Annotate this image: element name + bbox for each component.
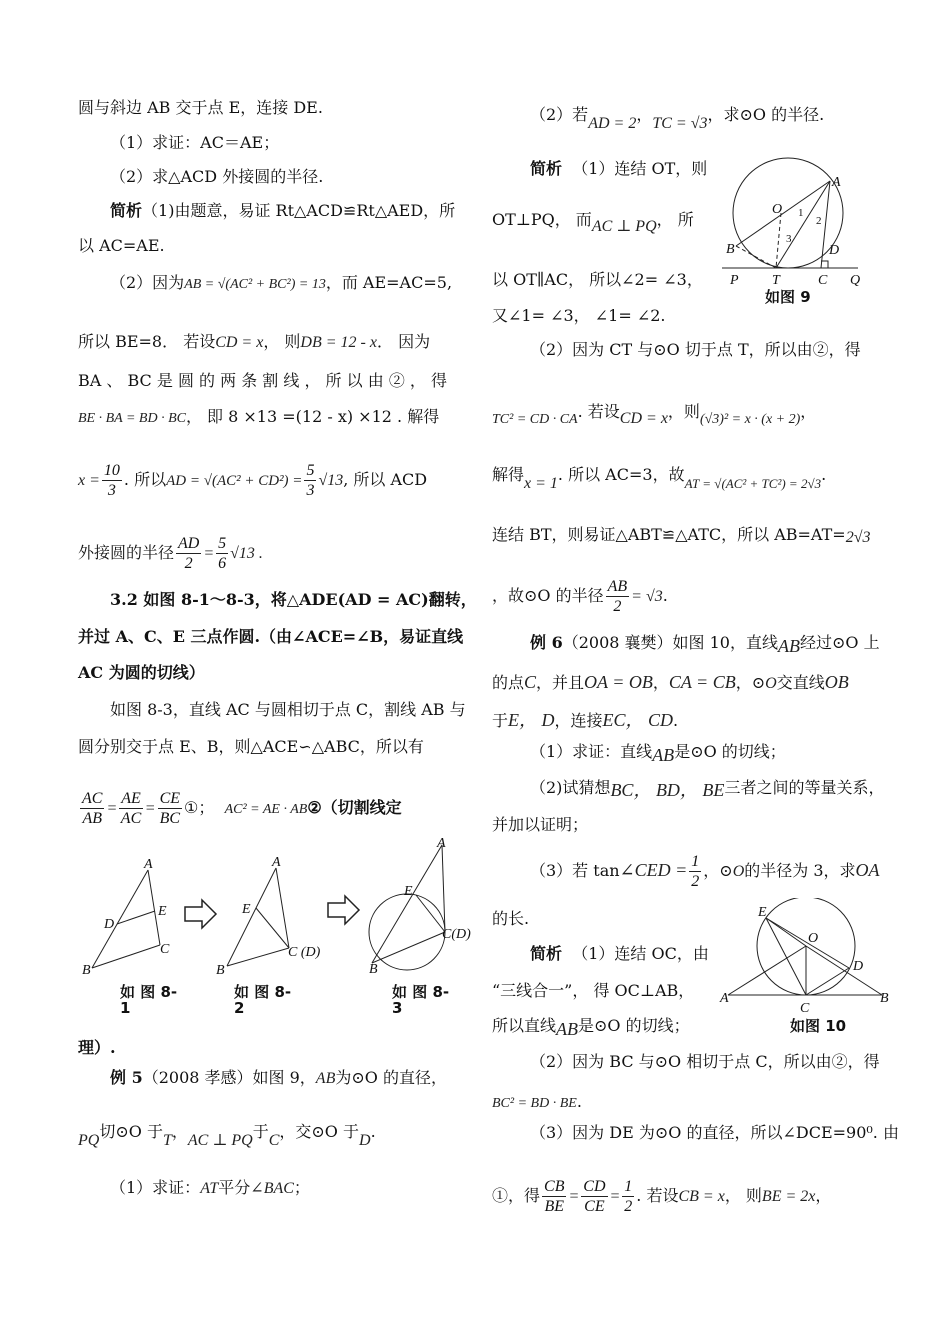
svg-text:B: B: [726, 242, 735, 257]
fraction: [216, 534, 228, 573]
text-line: [492, 210, 694, 235]
figure-9: [718, 150, 868, 290]
formula: CA = CB: [668, 672, 736, 692]
svg-text:C: C: [800, 1001, 810, 1016]
figure-caption: 1: [120, 999, 131, 1017]
text: 连结 BT，则易证△ABT≌△ATC，所以 AB=AT=: [492, 525, 846, 544]
formula: x =: [78, 472, 100, 489]
svg-text:O: O: [808, 931, 819, 946]
text: .: [673, 711, 679, 730]
text: ， 则: [263, 332, 301, 351]
svg-text:T: T: [772, 273, 780, 288]
text: 的点: [492, 673, 525, 692]
numerator: 5: [306, 462, 315, 479]
arrow-right-icon: [328, 896, 359, 924]
fraction: [102, 461, 122, 500]
formula: EC， CD: [602, 710, 674, 730]
text-line: AC 为圆的切线）: [78, 663, 205, 682]
text: ②（切割线定: [307, 798, 402, 817]
svg-text:O: O: [772, 202, 783, 217]
label-jianxi: 简析: [530, 159, 563, 178]
formula: AB: [777, 636, 800, 656]
text: （3）若 tan: [530, 861, 620, 880]
formula: C: [268, 1132, 280, 1149]
text: ，求⊙O 的半径.: [707, 105, 825, 124]
figure-caption: 如 图 8-: [234, 983, 292, 1001]
numerator: CD: [583, 1178, 606, 1195]
formula: AB = √(AC² + BC²) = 13: [184, 277, 326, 292]
formula: =: [203, 545, 215, 562]
text: （1)由题意，易证 Rt△ACD≌Rt△AED，所: [142, 201, 456, 220]
text-line: [78, 332, 430, 353]
figure-caption: 2: [234, 999, 245, 1017]
label-jianxi: 简析: [530, 944, 563, 963]
text-line: 的长.: [492, 909, 530, 928]
formula: OA: [855, 860, 880, 880]
figure-8-1: [92, 870, 160, 968]
text: . 若设: [636, 1186, 679, 1205]
text-line: [110, 1178, 310, 1199]
numerator: 1: [624, 1178, 633, 1195]
numerator: AC: [82, 790, 103, 807]
denominator: AC: [120, 810, 142, 827]
svg-text:B: B: [82, 963, 91, 978]
denominator: 3: [306, 482, 315, 499]
numerator: AB: [607, 578, 628, 595]
formula: AC ⊥ PQ: [187, 1132, 253, 1149]
formula: BE = 2x: [761, 1188, 816, 1205]
figure-10: [716, 898, 896, 1018]
formula: = √3: [631, 588, 663, 605]
formula: CD = x: [619, 410, 668, 427]
text: ，并且: [536, 673, 585, 692]
text: （2008 襄樊）如图 10，直线: [562, 633, 778, 652]
text-line: [530, 159, 707, 179]
svg-text:E: E: [242, 902, 251, 917]
text: . 所以 AC=3，故: [557, 465, 685, 484]
text: 所以直线: [492, 1016, 557, 1035]
text-line: [78, 458, 427, 502]
text: 平分: [218, 1178, 251, 1197]
formula: OA = OB: [584, 672, 653, 692]
figure-8-series: [70, 835, 480, 985]
figure-caption: 如图 9: [765, 288, 811, 306]
text-line: [530, 848, 880, 892]
formula: (√3)² = x · (x + 2): [699, 412, 801, 427]
text: （2)试猜想: [530, 778, 611, 797]
text-line: [78, 407, 439, 429]
text-line: ①，得 $\frac{CB}{BE}$ = $\frac{CD}{CE}$ = $\frac{1}{2}$ . 若设CB = x， 则BE = 2x，: [492, 1178, 832, 1215]
text: ，交⊙O 于: [279, 1122, 360, 1141]
text: 是⊙O 的切线；: [578, 1016, 690, 1035]
text-line: [492, 1092, 582, 1114]
text-line: 如图 8-3，直线 AC 与圆相切于点 C，割线 AB 与: [110, 700, 466, 719]
text: （1）求证：: [110, 1178, 201, 1197]
text-line: [530, 741, 786, 765]
text: , 所以 ACD: [343, 470, 428, 489]
fraction: [581, 1177, 607, 1216]
numerator: 10: [103, 462, 120, 479]
svg-text:C: C: [160, 942, 170, 957]
text: 三者之间的等量关系，: [724, 778, 885, 797]
formula: PQ: [78, 1132, 100, 1149]
text-line: （2）因为 CT 与⊙O 切于点 T，所以由②，得: [530, 340, 861, 359]
example-label: 例 5: [110, 1068, 143, 1087]
text-line: （3）因为 DE 为⊙O 的直径，所以∠DCE=90⁰. 由: [530, 1123, 899, 1142]
denominator: 2: [613, 598, 622, 615]
svg-text:E: E: [404, 884, 413, 899]
text: ， 则: [724, 1186, 762, 1205]
formula: BE · BA = BD · BC: [78, 411, 186, 426]
text-line: [110, 1068, 447, 1089]
formula: AB: [315, 1070, 336, 1087]
text-line: [530, 632, 880, 656]
text-line: [110, 273, 452, 295]
text-line: [492, 574, 668, 618]
denominator: 2: [624, 1198, 633, 1215]
formula: CD = x: [215, 334, 264, 351]
text: 是⊙O 的切线；: [674, 742, 786, 761]
formula: TC = √3: [652, 115, 708, 132]
text: ，⊙: [735, 673, 766, 692]
numerator: AE: [121, 790, 141, 807]
formula: x = 1: [524, 475, 558, 492]
text: 于: [252, 1122, 269, 1141]
svg-text:C(D): C(D): [442, 927, 471, 942]
formula: BC² = BD · BE: [492, 1096, 577, 1111]
text: ，连接: [554, 711, 603, 730]
text-line: 圆分别交于点 E、B，则△ACE∽△ABC，所以有: [78, 737, 424, 756]
text: 的半径为 3，求: [744, 861, 856, 880]
text-line: 并加以证明；: [492, 815, 589, 834]
fraction: [176, 534, 201, 573]
fraction: [80, 789, 104, 828]
text: .: [576, 1092, 582, 1111]
svg-text:3: 3: [786, 233, 792, 245]
figure-caption: 如 图 8-: [120, 983, 178, 1001]
formula: O: [732, 863, 745, 880]
svg-text:A: A: [144, 857, 153, 872]
text: 为⊙O 的直径，: [335, 1068, 447, 1087]
text: .: [370, 1122, 376, 1141]
text-line: [530, 105, 825, 132]
text-line: [492, 402, 817, 427]
text-line: 以 AC=AE.: [78, 236, 165, 255]
formula: OB: [824, 672, 849, 692]
fraction: [158, 789, 182, 828]
text: （1）连结 OC，由: [572, 944, 709, 963]
fraction: [606, 577, 630, 616]
formula: √13 .: [230, 545, 263, 562]
text: 解得: [492, 465, 525, 484]
formula: D: [359, 1132, 371, 1149]
text: .: [662, 586, 668, 605]
svg-text:C: C: [818, 273, 828, 288]
formula: 2√3: [845, 529, 871, 546]
text: ，: [636, 105, 653, 124]
fraction: [689, 852, 701, 891]
text: 外接圆的半径: [78, 543, 175, 562]
fraction: [304, 461, 316, 500]
text: ． 因为: [376, 332, 431, 351]
text-line: （2）求△ACD 外接圆的半径.: [110, 167, 324, 186]
text-line: [78, 531, 263, 575]
figure-8-2: [227, 868, 289, 966]
section-heading: 3.2 如图 8-1～8-3，将△ADE(AD = AC)翻转，: [110, 590, 477, 609]
text: （1）连结 OT，则: [572, 159, 708, 178]
svg-text:A: A: [832, 175, 841, 190]
text: ，则: [667, 402, 700, 421]
formula: AC ⊥ PQ: [591, 218, 657, 235]
formula: T: [162, 1132, 172, 1149]
denominator: BC: [159, 810, 181, 827]
text: ，: [800, 402, 817, 421]
formula: BC， BD， BE: [610, 780, 725, 800]
numerator: 1: [691, 853, 700, 870]
text-line: BA 、 BC 是 圆 的 两 条 割 线 ， 所 以 由 ② ， 得: [78, 371, 447, 390]
text: 经过⊙O 上: [799, 633, 880, 652]
svg-text:E: E: [158, 904, 167, 919]
denominator: 6: [218, 555, 227, 572]
formula: AD = 2: [588, 115, 637, 132]
text: （2）因为: [110, 273, 185, 292]
text: ，⊙: [703, 861, 733, 880]
formula: AD = √(AC² + CD²) =: [166, 473, 303, 489]
text-line: [492, 1015, 690, 1039]
text: ，: [652, 673, 669, 692]
numerator: CE: [159, 790, 181, 807]
denominator: CE: [584, 1198, 605, 1215]
svg-text:B: B: [216, 963, 225, 978]
text: . 若设: [577, 402, 620, 421]
svg-text:D: D: [829, 243, 840, 258]
svg-text:P: P: [730, 273, 739, 288]
text-line: “三线合一”， 得 OC⊥AB，: [492, 981, 695, 1000]
formula: CB = x: [678, 1188, 725, 1205]
svg-text:E: E: [758, 905, 767, 920]
text-line: 以 OT∥AC， 所以∠2= ∠3，: [492, 270, 703, 289]
fraction: [119, 789, 143, 828]
text-line: [492, 672, 849, 694]
formula: ∠BAC: [250, 1180, 294, 1197]
text: （2008 孝感）如图 9，: [142, 1068, 316, 1087]
fraction: [622, 1177, 634, 1216]
text: 于: [492, 711, 509, 730]
figure-caption: 如 图 8-: [392, 983, 450, 1001]
text: 切⊙O 于: [99, 1122, 163, 1141]
svg-text:D: D: [104, 917, 115, 932]
text: ①，得: [492, 1186, 541, 1205]
denominator: BE: [544, 1198, 565, 1215]
svg-text:B: B: [880, 991, 889, 1006]
text: ， 即 8 ×13 =(12 - x) ×12 . 解得: [185, 407, 440, 426]
figure-caption: 3: [392, 999, 403, 1017]
formula: ∠CED =: [619, 860, 688, 880]
figure-caption: 如图 10: [790, 1017, 847, 1035]
label-jianxi: 简析: [110, 201, 143, 220]
text-line: 并过 A、C、E 三点作圆.（由∠ACE=∠B，易证直线: [78, 627, 464, 646]
fraction: [542, 1177, 566, 1216]
denominator: 2: [691, 873, 700, 890]
formula: √13: [318, 472, 344, 489]
text-line: [530, 944, 709, 964]
text-line: [492, 710, 678, 731]
text: . 所以: [123, 470, 167, 489]
text: ①；: [184, 798, 215, 817]
svg-text:2: 2: [816, 215, 822, 227]
example-label: 例 6: [530, 633, 563, 652]
numerator: AD: [178, 535, 200, 552]
formula: AC² = AE · AB: [224, 802, 308, 817]
numerator: CB: [544, 1178, 565, 1195]
text: ，而 AE=AC=5,: [325, 273, 453, 292]
text-line: 圆与斜边 AB 交于点 E，连接 DE.: [78, 98, 323, 117]
svg-text:C (D): C (D): [288, 945, 321, 960]
svg-text:A: A: [437, 836, 446, 851]
denominator: AB: [82, 810, 102, 827]
text-line: [492, 465, 827, 492]
formula: TC² = CD · CA: [492, 412, 578, 427]
svg-text:A: A: [720, 991, 729, 1006]
arrow-right-icon: [185, 900, 216, 928]
text-line: $\frac{AC}{AB}$ = $\frac{AE}{AC}$ = $\frac{CE}{BC}$ ①； AC² = AE · AB②（切割线定: [82, 790, 402, 827]
svg-text:B: B: [369, 962, 378, 977]
text: .: [821, 465, 827, 484]
text: （2）若: [530, 105, 589, 124]
numerator: 5: [218, 535, 227, 552]
text: ；: [293, 1178, 310, 1197]
denominator: 2: [184, 555, 193, 572]
svg-text:Q: Q: [850, 273, 861, 288]
formula: E， D: [508, 710, 555, 730]
text-line: [78, 1122, 376, 1149]
text: ， 所: [656, 210, 694, 229]
text-line: （2）因为 BC 与⊙O 相切于点 C，所以由②，得: [530, 1052, 880, 1071]
text: ，故⊙O 的半径: [492, 586, 604, 605]
svg-text:D: D: [853, 959, 864, 974]
formula: AT = √(AC² + TC²) = 2√3: [684, 476, 822, 491]
formula: AB: [556, 1019, 579, 1039]
text: 所以 BE=8． 若设: [78, 332, 216, 351]
svg-text:A: A: [272, 855, 281, 870]
text-line: 又∠1= ∠3， ∠1= ∠2.: [492, 306, 666, 325]
formula: AB: [652, 745, 675, 765]
figure-8-3: [369, 845, 445, 970]
text: （1）求证：直线: [530, 742, 653, 761]
formula: DB = 12 - x: [300, 334, 377, 351]
text-line: （1）求证：AC＝AE；: [110, 133, 280, 152]
formula: AT: [200, 1180, 219, 1197]
formula: O: [765, 675, 777, 692]
text: ，: [171, 1122, 188, 1141]
formula: C: [524, 672, 537, 692]
text-line: [110, 201, 455, 221]
svg-text:1: 1: [798, 207, 804, 219]
text: ，: [815, 1186, 832, 1205]
text: OT⊥PQ， 而: [492, 210, 592, 229]
denominator: 3: [107, 482, 116, 499]
text-line: 理）.: [78, 1038, 116, 1057]
text-line: [530, 777, 884, 798]
text-line: [492, 525, 870, 546]
text: 交直线: [776, 673, 825, 692]
